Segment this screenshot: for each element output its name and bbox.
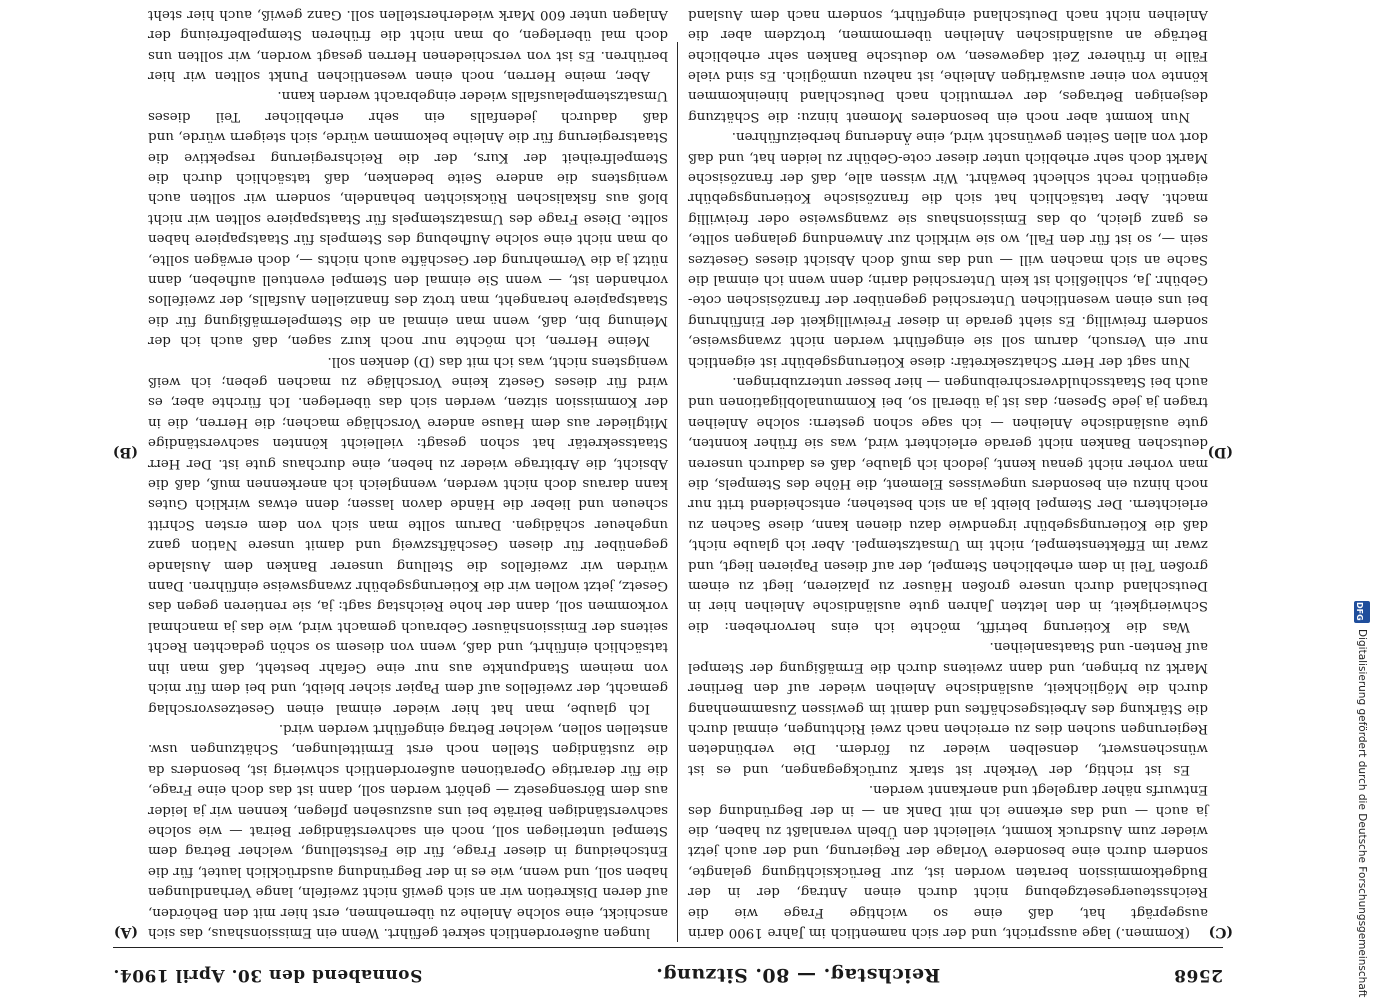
paragraph: Meine Herren, ich möchte nur noch kurz sagen, daß auch ich der Meinung bin, daß, wenn man einmal an die Stempelermäßigung für die Staatspapiere herangeht, man trotz des finanziellen Ausfalls, der zweifellos vorhanden ist, — wenn Sie einmal den Stempel eventuell aufheben, dann nützt ja die Vermehrung der Geschäfte auch nichts —, doch erwägen sollte, ob man nicht eine solche Aufhebung des Stempels für Staatspapiere haben sollte. Diese Frage des Umsatzstempels für Staatspapiere sollten wir nicht bloß aus fiskalischen Rücksichten behandeln, sondern wir sollten auch wenigstens die andere Seite bedenken, daß tatsächlich durch die Stempelfreiheit der Kurs, der die Reichsregierung respektive die Staatsregierung für die Anleihe bekommen würde, sich steigern würde, und daß dadurch jedenfalls ein sehr erheblicher Teil dieses Umsatzstempelausfalls wieder eingebracht werden kann. (148, 88, 668, 349)
margin-letter-d: (D) (1207, 444, 1233, 460)
running-title: Reichstag. — 80. Sitzung. (655, 964, 941, 986)
digitization-note (1348, 5, 1376, 997)
paragraph: (Kommen.) lage ausspricht, und der sich namentlich im Jahre 1900 darin ausgeprägt hat, daß eine so wichtige Frage wie die Reichssteuergesetzgebung nicht durch einen Antrag, der in der Budgetkommission beraten worden ist, zur Berücksichtigung gelangte, sondern durch eine besondere Vorlage der Regierung, und der auch jetzt wieder zum Ausdruck kommt, vielleicht den Übeln veranlaßt zu haben, die ja auch — und das erkenne ich mit Dank an — in der Begründung des Entwurfs näher dargelegt und anerkannt werden. (688, 782, 1208, 940)
paragraph: Was die Kotierung betrifft, möchte ich eins hervorheben: die Schwierigkeit, in den letzten Jahren gute ausländische Anleihen hier in Deutschland durch unsere großen Häuser zu plazieren, liegt zu einem großen Teil in dem erheblichen Stempel, der auf diesen Papieren liegt, und zwar im Effektenstempel, nicht im Umsatzstempel. Aber ich glaube nicht, daß die Kotierungsgebühr irgendwie dazu dienen kann, diese Sachen zu erleichtern. Der Stempel bleibt ja an sich bestehen; entscheidend tritt nur noch hinzu ein besonders ungewisses Element, die Höhe des Stempels, die man vorher nicht genau kennt, jedoch ich glaube, daß es dadurch unseren deutschen Banken nicht gerade erleichtert wird, was sie früher konnten, gute ausländische Anleihen — ich sage schon gestern: solche Anleihen tragen ja jede Spesen; das ist ja überall so, bei Kommunalobligationen und auch bei Staatsschuldverschreibungen — hier besser unterzubringen. (688, 374, 1208, 634)
paragraph: Ich glaube, man hat hier wieder einmal einen Gesetzesvorschlag gemacht, der zweifellos auf dem Papier sicher bleibt, und bei dem für mich von meinem Standpunkte aus nur eine Gefahr besteht, daß man ihn tatsächlich einführt, und daß, wenn von diesem so schön gedachten Recht seitens der Emissionshäuser Gebrauch gemacht wird, wie das ja manchmal vorkommen soll, dann der hohe Reichstag sagt: ja, sie rentieren gegen das Gesetz, jetzt wollen wir die Kotierungsgebühr zwangsweise einführen. Dann würden wir zweifellos die Stellung unserer Banken dem Auslande gegenüber für diesen Geschäftszweig und damit unsere Nation ganz ungeheuer schädigen. Darum sollte man sich von dem ersten Schritt scheuen und lieber die Hände davon lassen; denn etwas wirklich Gutes kann daraus doch nicht werden, wenngleich ich anerkennen muß, daß die Absicht, die Arbitrage wieder zu heben, eine durchaus gute ist. Der Herr Staatssekretär hat schon gesagt: vielleicht könnten sachverständige Mitglieder aus dem Hause andere Vorschläge machen; die Herren, die in der Kommission sitzen, werden sich das überlegen. Ich fürchte aber, es wird für dieses Gesetz keine Vorschläge zu machen geben; ich weiß wenigstens nicht, was ich mit das (D) denken soll. (148, 353, 668, 716)
right-column (148, 6, 668, 942)
page-number: 2568 (1173, 965, 1223, 985)
paragraph: Aber, meine Herren, noch einen wesentlichen Punkt sollten wir hier berühren. Es ist von verschiedenen Herren gesagt worden, wir sollten uns doch mal überlegen, ob man nicht die früheren Stempelbefreiung der Anlagen unter 600 Mark wiederherstellen soll. Ganz gewiß, auch hier steht (148, 6, 668, 83)
paragraph: Nun sagt der Herr Schatzsekretär: diese Kotierungsgebühr ist eigentlich nur ein Versuch, darum soll sie eingeführt werden nicht zwangsweise, sondern freiwillig. Es sieht gerade in dieser Freiwilligkeit der Einführung bei uns einen wesentlichen Unterschied gegenüber der französischen cote-Gebühr. Ja, schließlich ist kein Unterschied darin; denn wenn ich einmal die Sache an sich machen will — und das muß doch Absicht dieses Gesetzes sein —, so ist für den Fall, wo sie wirklich zur Anwendung gelangen sollte, es ganz gleich, ob das Emissionshaus sie zwangsweise oder freiwillig macht. Aber tatsächlich hat sich die französische Kotierungsgebühr eigentlich recht schlecht bewährt. Wir wissen alle, daß der französische Markt doch sehr erheblich unter dieser cote-Gebühr zu leiden hat, und daß dort von allen Seiten gewünscht wird, eine Änderung herbeizuführen. (688, 129, 1208, 369)
header-rule (113, 947, 1223, 948)
column-divider (677, 42, 678, 942)
paragraph: lungen außerordentlich sekret geführt. Wenn ein Emissionshaus, das sich anschickt, eine solche Anleihe zu übernehmen, erst hier mit den Behörden, auf deren Diskretion wir an sich gewiß nicht zweifeln, lange Verhandlungen haben soll, und wenn, wie es in der Begründung ausdrücklich lautet, für die Entscheidung in dieser Frage, für die Feststellung, welcher Betrag dem Stempel unterliegen soll, noch ein sachverständiger Beirat — wie solche sachverständigen Beiräte bei uns auszusehen pflegen, kennen wir ja leider aus dem Börsengesetz — gehört werden soll, dann ist das doch eine Frage, die für derartige Operationen außerordentlich schwierig ist, besonders da die zuständigen Stellen noch erst Ermittelungen, Schätzungen usw. anstellen sollen, welcher Betrag eingeführt werden wird. (148, 720, 668, 940)
margin-letter-a: (A) (113, 924, 138, 940)
paragraph: Es ist richtig, der Verkehr ist stark zurückgegangen, und es ist wünschenswert, denselben wieder zu fördern. Die verbündeten Regierungen suchen dies zu erreichen nach zwei Richtungen, einmal durch die Stärkung des Arbeitsgeschäftes und damit im gewissen Zusammenhang durch die Möglichkeit, ausländische Anleihen wieder auf den Berliner Markt zu bringen, und dann zweitens durch die Ermäßigung der Stempel auf Renten- und Staatsanleihen. (688, 639, 1208, 777)
dfg-logo-icon: DFG (1354, 601, 1370, 623)
margin-letter-b: (B) (112, 444, 138, 460)
margin-letter-c: (C) (1208, 924, 1233, 940)
page-date: Sonnabend den 30. April 1904. (113, 965, 423, 985)
digitization-text: Digitalisierung gefördert durch die Deutsche Forschungsgemeinschaft (1356, 628, 1368, 997)
running-head (113, 950, 1223, 1000)
left-column (688, 6, 1208, 942)
paragraph: Nun kommt aber noch ein besonderes Moment hinzu: die Schätzung desjenigen Betrages, der vermutlich nach Deutschland hineinkommen könnte von einer auswärtigen Anleihe, ist nahezu unmöglich. Es sind viele Fälle in früherer Zeit dagewesen, wo deutsche Banken sehr erhebliche Beträge an ausländischen Anleihen übernommen, trotzdem aber die Anleihen nicht nach Deutschland eingeführt, sondern nach dem Ausland (688, 6, 1208, 124)
